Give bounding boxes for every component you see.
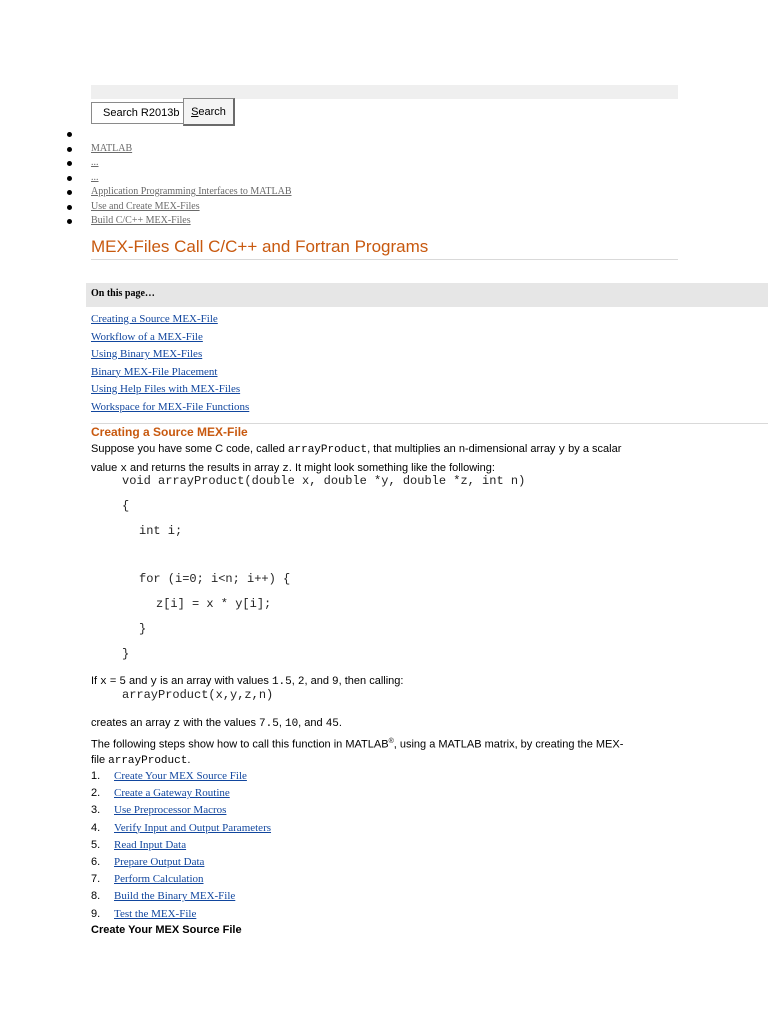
breadcrumb-link-build[interactable]: Build C/C++ MEX-Files	[91, 215, 191, 226]
breadcrumb-item	[67, 142, 292, 157]
subsection-heading: Create Your MEX Source File	[91, 924, 242, 936]
inline-code: z	[282, 463, 289, 475]
step-link[interactable]: Create Your MEX Source File	[114, 770, 247, 782]
code-line: z[i] = x * y[i];	[156, 597, 272, 611]
bullet-icon	[67, 219, 72, 224]
breadcrumb-link-ellipsis[interactable]: ...	[91, 171, 99, 183]
breadcrumb-item	[67, 127, 292, 142]
toc-item	[91, 366, 249, 384]
toc-header-label: On this page…	[91, 288, 155, 299]
step-link[interactable]: Read Input Data	[114, 838, 187, 851]
bullet-icon	[67, 205, 72, 210]
toc-item	[91, 401, 249, 419]
step-link[interactable]: Create a Gateway Routine	[114, 787, 230, 800]
section-heading: Creating a Source MEX-File	[91, 425, 248, 439]
breadcrumb-link-matlab[interactable]: MATLAB	[91, 142, 133, 154]
breadcrumb-item	[67, 185, 292, 200]
code-line: }	[139, 622, 147, 636]
toc-link[interactable]: Workspace for MEX-File Functions	[91, 400, 250, 413]
example-paragraph: If x = 5 and y is an array with values 1.5, 2, and 9, then calling:	[91, 675, 404, 688]
page-title: MEX-Files Call C/C++ and Fortran Programs	[91, 237, 429, 256]
call-code: arrayProduct(x,y,z,n)	[122, 688, 274, 702]
bullet-icon	[67, 176, 72, 181]
code-line: void arrayProduct(double x, double *y, double *z, int n)	[122, 474, 526, 488]
search-button[interactable]	[183, 98, 235, 126]
code-line: }	[122, 647, 130, 661]
toc-link[interactable]: Workflow of a MEX-File	[91, 330, 203, 343]
breadcrumb-item	[67, 171, 292, 186]
code-line: int i;	[139, 524, 183, 538]
breadcrumb-link-use-create[interactable]: Use and Create MEX-Files	[91, 200, 200, 212]
bullet-icon	[67, 190, 72, 195]
toc-list	[91, 313, 249, 418]
breadcrumb-item	[67, 156, 292, 171]
toc-item	[91, 313, 249, 331]
search-input[interactable]	[91, 102, 183, 124]
inline-code: x	[120, 463, 127, 475]
step-link[interactable]: Verify Input and Output Parameters	[114, 821, 272, 834]
toc-link[interactable]: Binary MEX-File Placement	[91, 365, 218, 378]
code-line: {	[122, 499, 130, 513]
toc-header	[86, 283, 768, 307]
toc-item	[91, 383, 249, 401]
bullet-icon	[67, 147, 72, 152]
result-paragraph: creates an array z with the values 7.5, 10, and 45.	[91, 717, 342, 730]
steps-intro-paragraph: The following steps show how to call this function in MATLAB®, using a MATLAB matrix, by creating the MEX- file arrayProduct.	[91, 738, 624, 767]
step-link[interactable]: Perform Calculation	[114, 873, 204, 886]
step-link[interactable]: Use Preprocessor Macros	[114, 804, 227, 817]
breadcrumb-link-ellipsis[interactable]: ...	[91, 157, 99, 168]
inline-code: y	[558, 444, 566, 456]
step-link[interactable]: Prepare Output Data	[114, 855, 205, 868]
breadcrumb-item	[67, 214, 292, 229]
toc-item	[91, 348, 249, 366]
search-button-accesskey: S	[191, 105, 199, 118]
step-link[interactable]: Build the Binary MEX-File	[114, 890, 236, 903]
search-button-label: earch	[198, 105, 226, 118]
step-link[interactable]: Test the MEX-File	[114, 907, 197, 920]
toc-link[interactable]: Using Binary MEX-Files	[91, 348, 203, 360]
search-bar-background	[91, 85, 678, 99]
breadcrumb	[67, 127, 292, 229]
intro-paragraph: Suppose you have some C code, called arrayProduct, that multiplies an n-dimensional array y by a scalar value x and returns the results in array z. It might look something like the following:	[91, 443, 622, 475]
toc-item	[91, 331, 249, 349]
toc-link[interactable]: Creating a Source MEX-File	[91, 313, 218, 325]
breadcrumb-item	[67, 200, 292, 215]
section-divider	[91, 423, 768, 424]
title-divider	[91, 259, 678, 260]
code-line: for (i=0; i<n; i++) {	[139, 572, 291, 586]
bullet-icon	[67, 132, 72, 137]
inline-code: arrayProduct	[287, 444, 368, 456]
bullet-icon	[67, 161, 72, 166]
toc-link[interactable]: Using Help Files with MEX-Files	[91, 383, 241, 395]
breadcrumb-link-api[interactable]: Application Programming Interfaces to MATLAB	[91, 186, 292, 197]
